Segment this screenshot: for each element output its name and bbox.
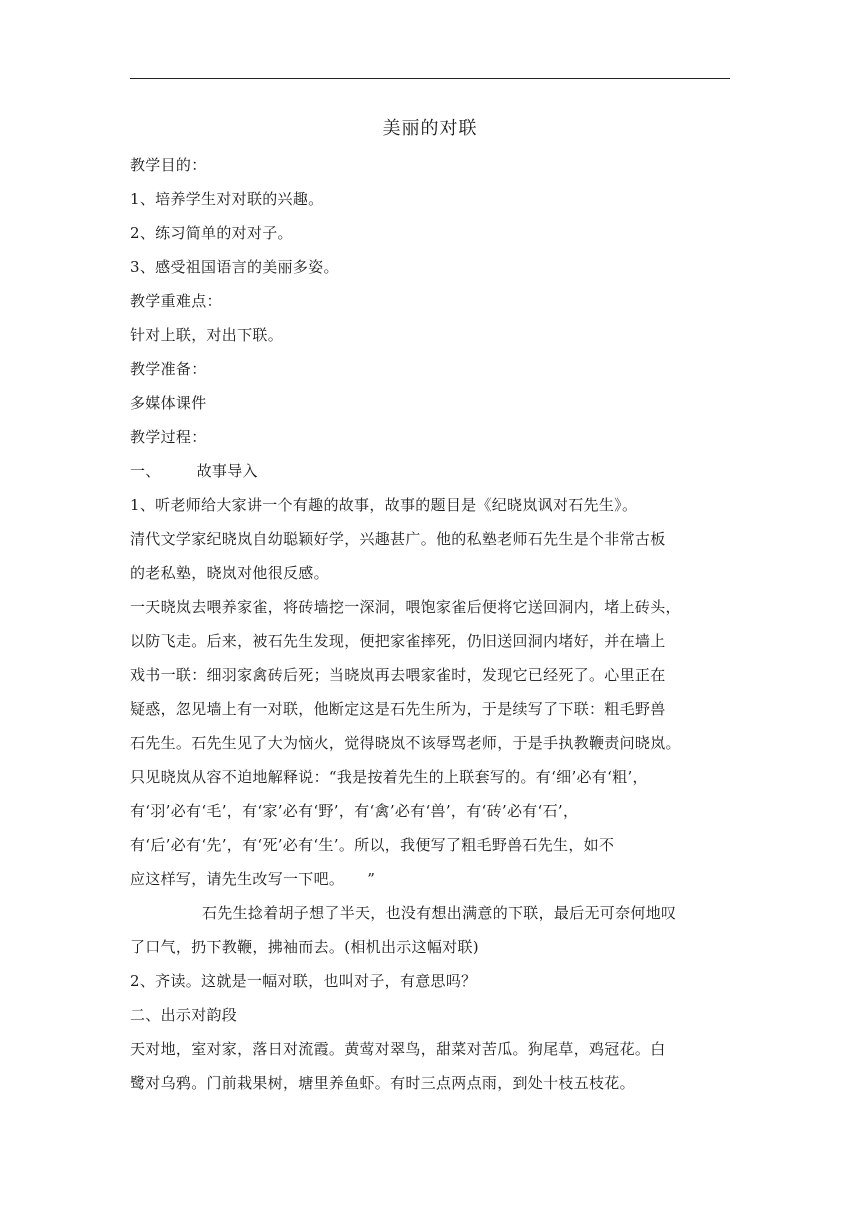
story-line: 清代文学家纪晓岚自幼聪颖好学，兴趣甚广。他的私塾老师石先生是个非常古板 (130, 530, 666, 548)
read-aloud-item: 2、齐读。这就是一幅对联，也叫对子，有意思吗？ (130, 972, 477, 990)
rhyme-line: 天对地，室对家，落日对流霞。黄莺对翠鸟，甜菜对苦瓜。狗尾草，鸡冠花。白 (130, 1040, 666, 1058)
story-line: 的老私塾，晓岚对他很反感。 (130, 564, 329, 582)
document-title: 美丽的对联 (382, 118, 478, 139)
story-line: 了口气，扔下教鞭，拂袖而去。(相机出示这幅对联) (130, 938, 479, 956)
story-line: 有‘后’必有‘先’，有‘死’必有‘生’。所以，我便写了粗毛野兽石先生，如不 (130, 836, 615, 854)
story-line: 只见晓岚从容不迫地解释说：“我是按着先生的上联套写的。有‘细’必有‘粗’， (130, 768, 648, 786)
preparation-heading: 教学准备： (130, 360, 207, 378)
story-line: 疑惑，忽见墙上有一对联，他断定这是石先生所为，于是续写了下联：粗毛野兽 (130, 700, 666, 718)
document-body (130, 112, 730, 1100)
story-line: 应这样写，请先生改写一下吧。 ” (130, 870, 376, 888)
story-line: 戏书一联：细羽家禽砖后死；当晓岚再去喂家雀时，发现它已经死了。心里正在 (130, 666, 666, 684)
goal-item-3: 3、感受祖国语言的美丽多姿。 (130, 258, 339, 276)
rhyme-line: 鹭对乌鸦。门前栽果树，塘里养鱼虾。有时三点两点雨，到处十枝五枝花。 (130, 1074, 635, 1092)
part-one-number: 一、 (130, 462, 161, 480)
preparation-item: 多媒体课件 (130, 394, 207, 412)
process-heading: 教学过程： (130, 428, 207, 446)
header-rule (130, 78, 730, 79)
story-intro: 1、听老师给大家讲一个有趣的故事，故事的题目是《纪晓岚讽对石先生》。 (130, 496, 638, 514)
key-point-1: 针对上联，对出下联。 (130, 326, 284, 344)
goal-item-2: 2、练习简单的对对子。 (130, 224, 293, 242)
goal-item-1: 1、培养学生对对联的兴趣。 (130, 190, 324, 208)
story-line: 石先生。石先生见了大为恼火，觉得晓岚不该辱骂老师，于是手执教鞭责问晓岚。 (130, 734, 681, 752)
part-two-heading: 二、出示对韵段 (130, 1006, 238, 1024)
goal-heading: 教学目的： (130, 156, 207, 174)
part-one-label: 故事导入 (196, 462, 258, 480)
story-line: 石先生捻着胡子想了半天，也没有想出满意的下联，最后无可奈何地叹 (202, 904, 677, 922)
story-line: 以防飞走。后来，被石先生发现，便把家雀摔死，仍旧送回洞内堵好，并在墙上 (130, 632, 666, 650)
part-one-heading (130, 454, 730, 488)
story-line: 有‘羽’必有‘毛’，有‘家’必有‘野’，有‘禽’必有‘兽’，有‘砖’必有‘石’， (130, 802, 579, 820)
story-line: 一天晓岚去喂养家雀，将砖墙挖一深洞，喂饱家雀后便将它送回洞内，堵上砖头， (130, 598, 681, 616)
key-points-heading: 教学重难点： (130, 292, 222, 310)
